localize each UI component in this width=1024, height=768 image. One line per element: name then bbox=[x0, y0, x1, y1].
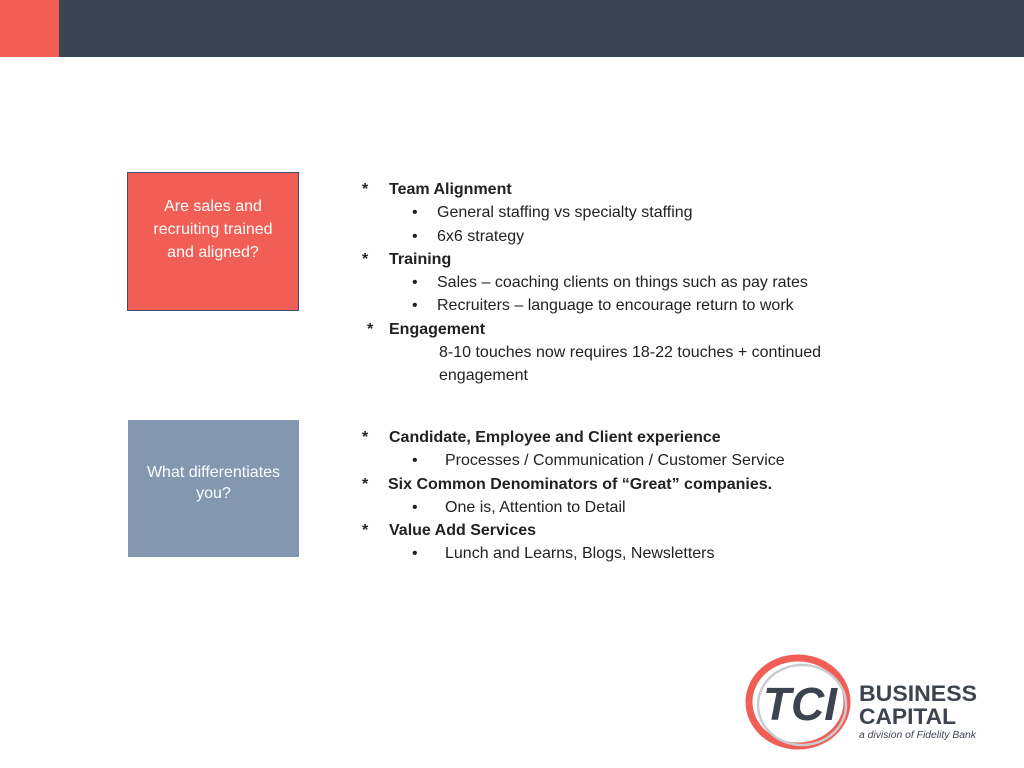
section-engagement bbox=[362, 318, 922, 341]
question-box-sales-recruiting-text: Are sales and recruiting trained and aligned? bbox=[153, 198, 273, 261]
asterisk-marker: * bbox=[362, 181, 369, 198]
logo-line-capital: CAPITAL bbox=[859, 704, 956, 729]
list-item-text: Lunch and Learns, Blogs, Newsletters bbox=[445, 545, 715, 563]
list-item bbox=[362, 449, 922, 472]
asterisk-marker: * bbox=[362, 475, 369, 493]
section-experience bbox=[362, 426, 922, 449]
question-box-differentiates bbox=[128, 420, 299, 557]
logo-mark: TCI bbox=[762, 678, 838, 730]
differentiator-points bbox=[362, 426, 922, 566]
heading-denominators: Six Common Denominators of “Great” companies. bbox=[388, 475, 773, 493]
top-bar bbox=[0, 0, 1024, 57]
asterisk-marker: * bbox=[362, 522, 369, 540]
top-bar-accent bbox=[0, 0, 59, 57]
list-item-text: One is, Attention to Detail bbox=[445, 498, 626, 516]
bullet-marker: • bbox=[412, 204, 418, 222]
list-item bbox=[362, 225, 922, 248]
heading-experience: Candidate, Employee and Client experience bbox=[389, 429, 721, 446]
list-item-text: General staffing vs specialty staffing bbox=[437, 204, 693, 222]
section-team-alignment bbox=[362, 178, 922, 201]
section-training bbox=[362, 248, 922, 271]
bullet-marker: • bbox=[412, 452, 418, 470]
list-item bbox=[362, 496, 922, 519]
asterisk-marker: * bbox=[362, 429, 369, 446]
alignment-points bbox=[362, 178, 922, 388]
list-item bbox=[362, 542, 922, 565]
list-item-text: Processes / Communication / Customer Service bbox=[445, 452, 785, 470]
section-denominators bbox=[362, 473, 922, 496]
bullet-marker: • bbox=[412, 227, 418, 245]
list-item bbox=[362, 201, 922, 224]
question-box-sales-recruiting bbox=[127, 172, 299, 311]
heading-training: Training bbox=[389, 250, 452, 268]
engagement-text: 8-10 touches now requires 18-22 touches + continued engagement bbox=[439, 344, 822, 385]
list-item-text: Recruiters – language to encourage return to work bbox=[437, 297, 794, 315]
asterisk-marker: * bbox=[362, 250, 369, 268]
list-item bbox=[362, 271, 922, 294]
section-value-add bbox=[362, 519, 922, 542]
logo-tagline: a division of Fidelity Bank bbox=[859, 730, 978, 741]
bullet-marker: • bbox=[412, 274, 418, 292]
heading-engagement: Engagement bbox=[389, 320, 486, 338]
heading-team-alignment: Team Alignment bbox=[389, 181, 512, 198]
list-item-text: 6x6 strategy bbox=[437, 227, 525, 245]
tci-business-capital-logo bbox=[742, 652, 982, 752]
logo-line-business: BUSINESS bbox=[859, 681, 977, 706]
asterisk-marker: * bbox=[367, 320, 374, 338]
engagement-description bbox=[362, 341, 922, 388]
bullet-marker: • bbox=[412, 498, 418, 516]
question-box-differentiates-text: What differentiates you? bbox=[146, 463, 281, 502]
bullet-marker: • bbox=[412, 297, 418, 315]
bullet-marker: • bbox=[412, 545, 418, 563]
list-item-text: Sales – coaching clients on things such as pay rates bbox=[437, 274, 808, 292]
heading-value-add: Value Add Services bbox=[389, 522, 537, 540]
list-item bbox=[362, 294, 922, 317]
